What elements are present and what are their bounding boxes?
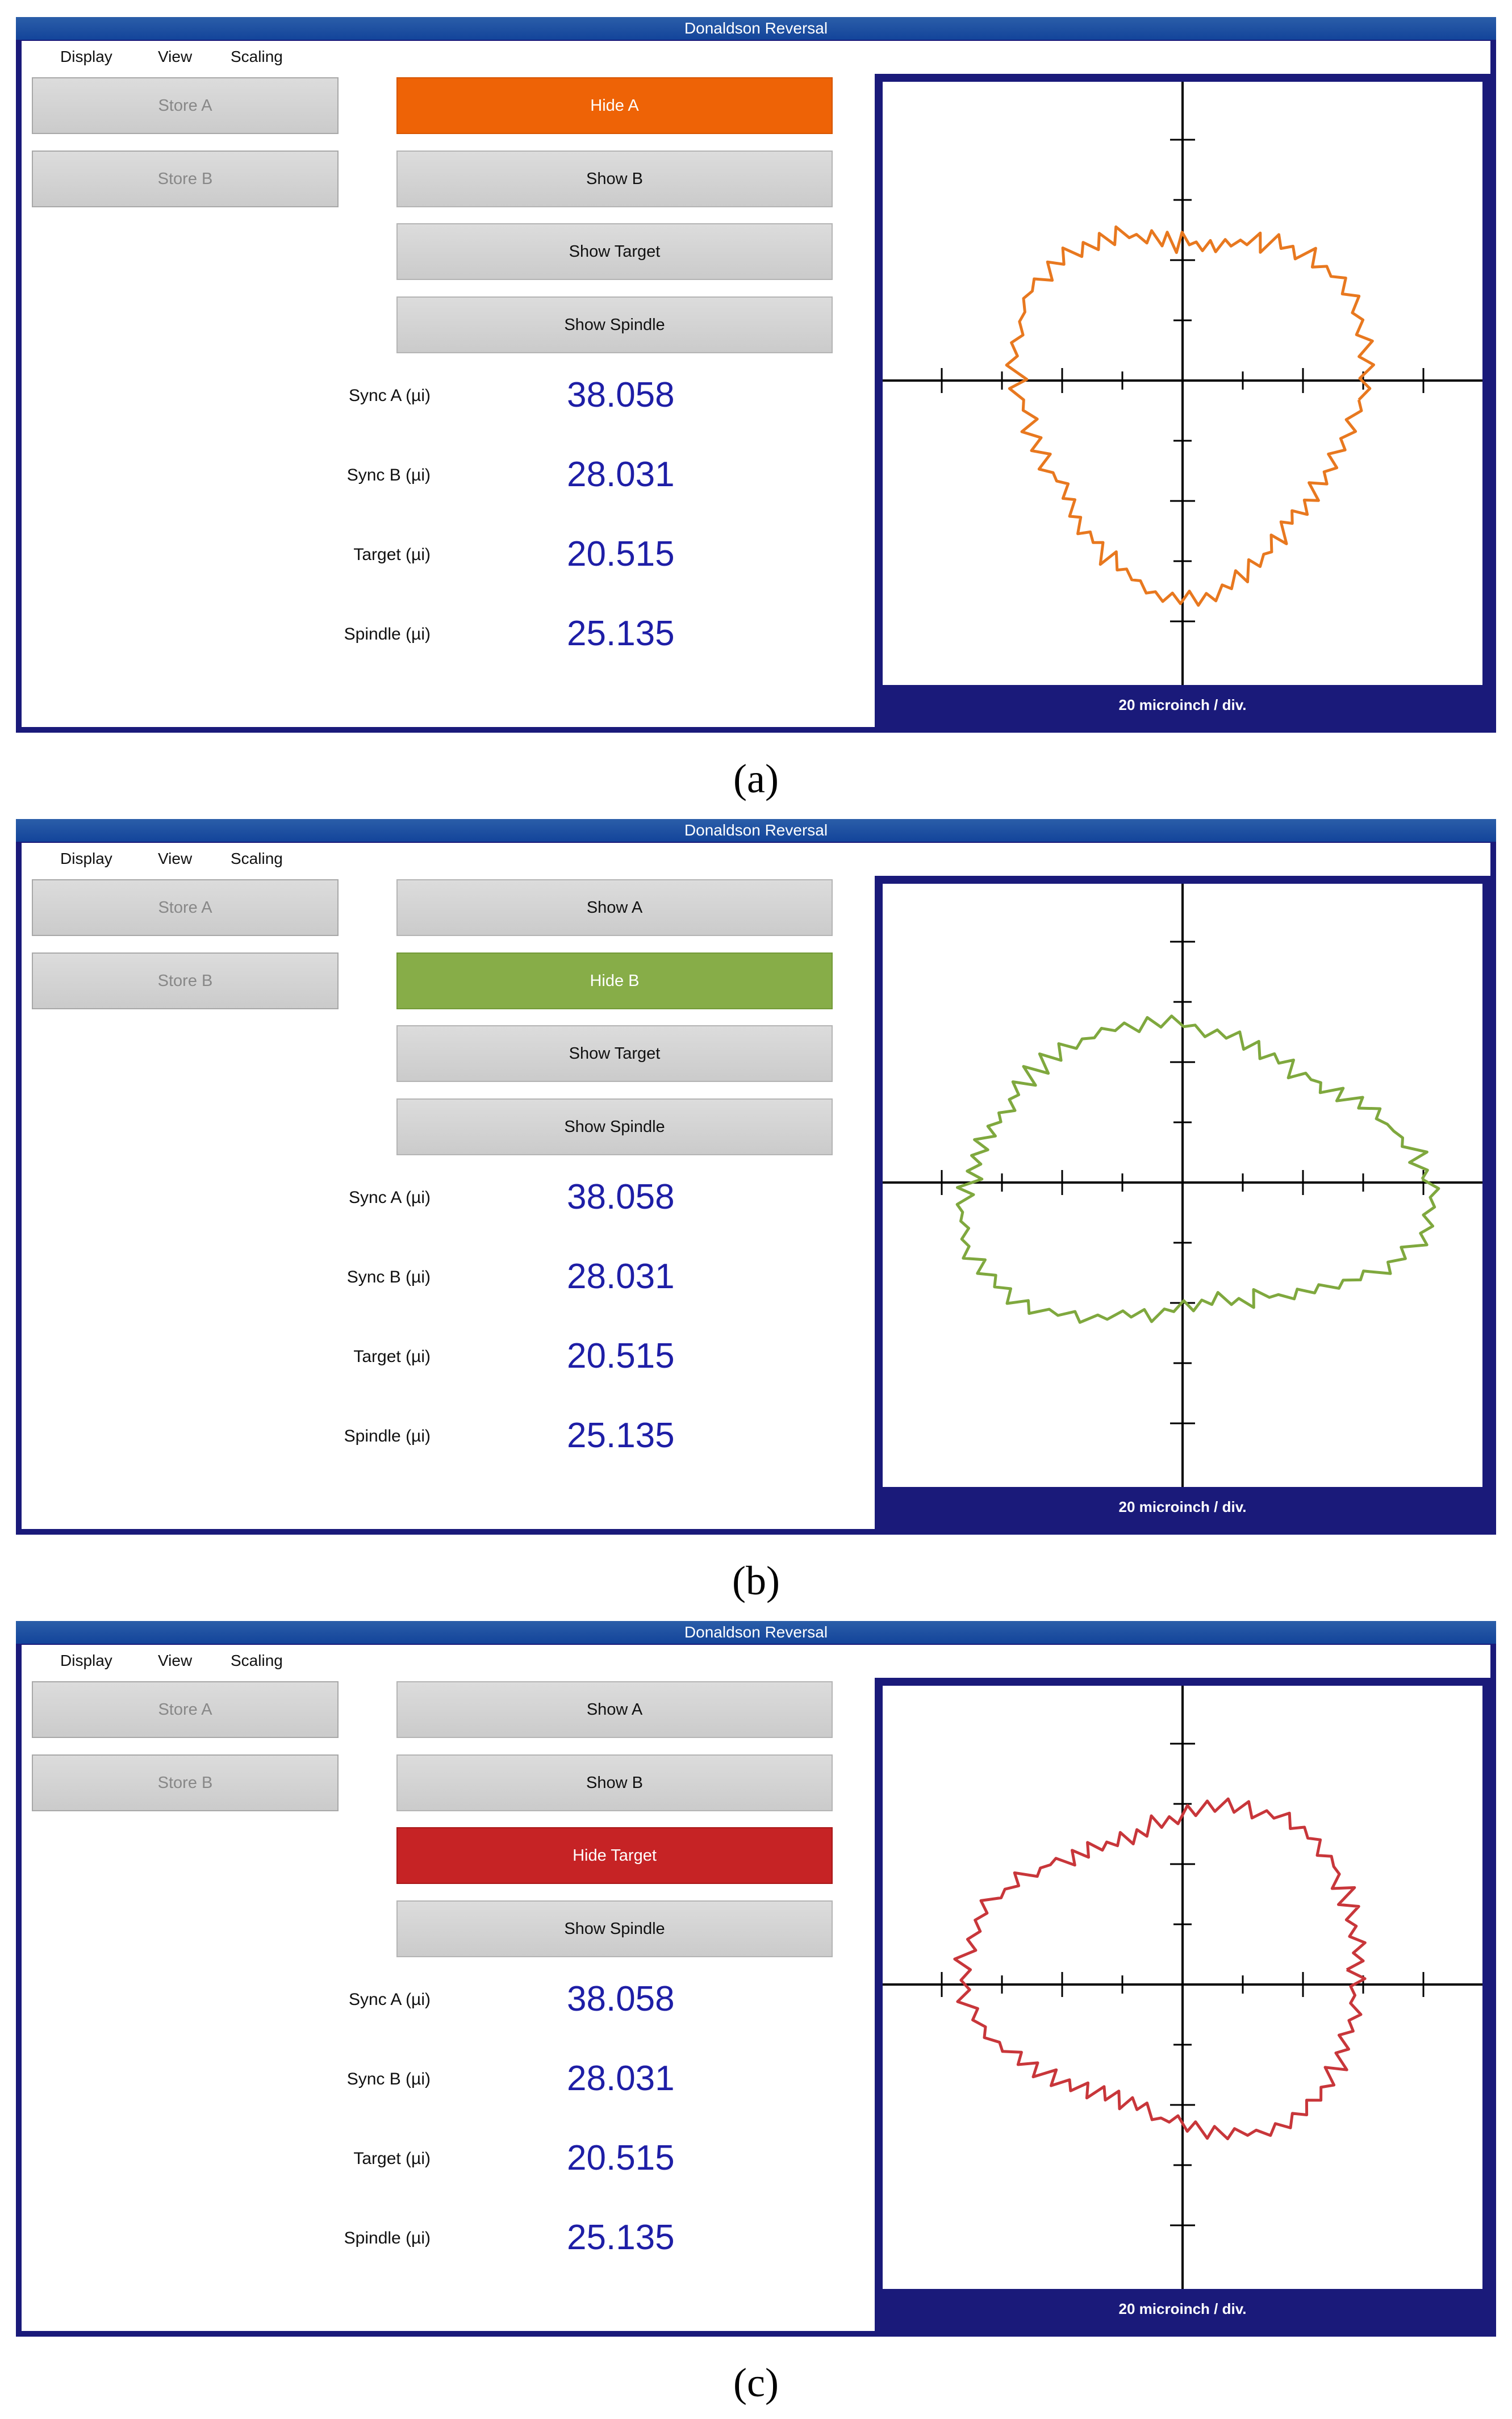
spindle-value: 25.135	[567, 2218, 675, 2257]
menu-scaling[interactable]: Scaling	[231, 1652, 283, 1669]
show-a-button[interactable]: Show A	[396, 879, 833, 936]
polar-plot	[883, 82, 1482, 685]
plot-scale-label: 20 microinch / div.	[1118, 1498, 1247, 1515]
polar-plot	[883, 884, 1482, 1487]
window-title: Donaldson Reversal	[16, 819, 1496, 842]
target-value: 20.515	[567, 2138, 675, 2178]
polar-plot-area	[883, 82, 1482, 685]
hide-b-button[interactable]: Hide B	[396, 952, 833, 1009]
menu-view[interactable]: View	[158, 1652, 193, 1669]
show-b-button[interactable]: Show B	[396, 1754, 833, 1811]
menu-bar	[22, 843, 1490, 876]
caption-a: (a)	[733, 756, 779, 801]
target-label: Target (µi)	[353, 2149, 431, 2168]
polar-plot-frame	[875, 1678, 1490, 2331]
runout-trace	[957, 1016, 1439, 1323]
menu-scaling[interactable]: Scaling	[231, 48, 283, 65]
sync-a-label: Sync A (µi)	[349, 386, 431, 405]
show-b-button[interactable]: Show B	[396, 151, 833, 207]
spindle-label: Spindle (µi)	[344, 625, 431, 644]
content-area	[22, 876, 1490, 1529]
menu-display[interactable]: Display	[60, 1652, 112, 1669]
spindle-label: Spindle (µi)	[344, 1427, 431, 1445]
hide-a-button[interactable]: Hide A	[396, 77, 833, 134]
sync-a-value: 38.058	[567, 1177, 675, 1217]
sync-b-label: Sync B (µi)	[346, 466, 431, 484]
window-panel-c	[16, 1621, 1496, 2337]
sync-b-label: Sync B (µi)	[346, 2070, 431, 2088]
caption-c: (c)	[733, 2360, 779, 2405]
polar-plot-frame	[875, 74, 1490, 727]
content-area	[22, 74, 1490, 727]
target-value: 20.515	[567, 1336, 675, 1376]
show-spindle-button[interactable]: Show Spindle	[396, 1900, 833, 1957]
store-a-button[interactable]: Store A	[32, 879, 339, 936]
menu-view[interactable]: View	[158, 48, 193, 65]
show-spindle-button[interactable]: Show Spindle	[396, 296, 833, 353]
sync-b-value: 28.031	[567, 455, 675, 494]
store-b-button[interactable]: Store B	[32, 952, 339, 1009]
plot-scale-label: 20 microinch / div.	[1118, 696, 1247, 713]
target-label: Target (µi)	[353, 1347, 431, 1366]
content-area	[22, 1678, 1490, 2331]
show-a-button[interactable]: Show A	[396, 1681, 833, 1738]
spindle-value: 25.135	[567, 614, 675, 653]
show-target-button[interactable]: Show Target	[396, 1025, 833, 1082]
menu-view[interactable]: View	[158, 850, 193, 867]
menu-bar	[22, 1645, 1490, 1678]
show-spindle-button[interactable]: Show Spindle	[396, 1098, 833, 1155]
spindle-label: Spindle (µi)	[344, 2229, 431, 2247]
polar-plot-frame	[875, 876, 1490, 1529]
polar-plot-area	[883, 884, 1482, 1487]
window-title: Donaldson Reversal	[16, 1621, 1496, 1644]
menu-bar	[22, 41, 1490, 74]
store-a-button[interactable]: Store A	[32, 1681, 339, 1738]
menu-scaling[interactable]: Scaling	[231, 850, 283, 867]
hide-target-button[interactable]: Hide Target	[396, 1827, 833, 1884]
sync-b-value: 28.031	[567, 1257, 675, 1296]
polar-plot-area	[883, 1686, 1482, 2289]
window-panel-b	[16, 819, 1496, 1535]
sync-a-label: Sync A (µi)	[349, 1188, 431, 1207]
spindle-value: 25.135	[567, 1416, 675, 1455]
store-a-button[interactable]: Store A	[32, 77, 339, 134]
sync-a-value: 38.058	[567, 1979, 675, 2019]
show-target-button[interactable]: Show Target	[396, 223, 833, 280]
caption-b: (b)	[732, 1558, 780, 1603]
menu-display[interactable]: Display	[60, 850, 112, 867]
polar-plot	[883, 1686, 1482, 2289]
menu-display[interactable]: Display	[60, 48, 112, 65]
sync-b-value: 28.031	[567, 2059, 675, 2098]
store-b-button[interactable]: Store B	[32, 151, 339, 207]
window-panel-a	[16, 17, 1496, 733]
window-title: Donaldson Reversal	[16, 17, 1496, 40]
runout-trace	[955, 1799, 1365, 2139]
sync-a-label: Sync A (µi)	[349, 1990, 431, 2009]
store-b-button[interactable]: Store B	[32, 1754, 339, 1811]
target-value: 20.515	[567, 534, 675, 574]
plot-scale-label: 20 microinch / div.	[1118, 2300, 1247, 2317]
runout-trace	[1006, 227, 1373, 605]
sync-b-label: Sync B (µi)	[346, 1268, 431, 1286]
target-label: Target (µi)	[353, 545, 431, 564]
sync-a-value: 38.058	[567, 375, 675, 415]
